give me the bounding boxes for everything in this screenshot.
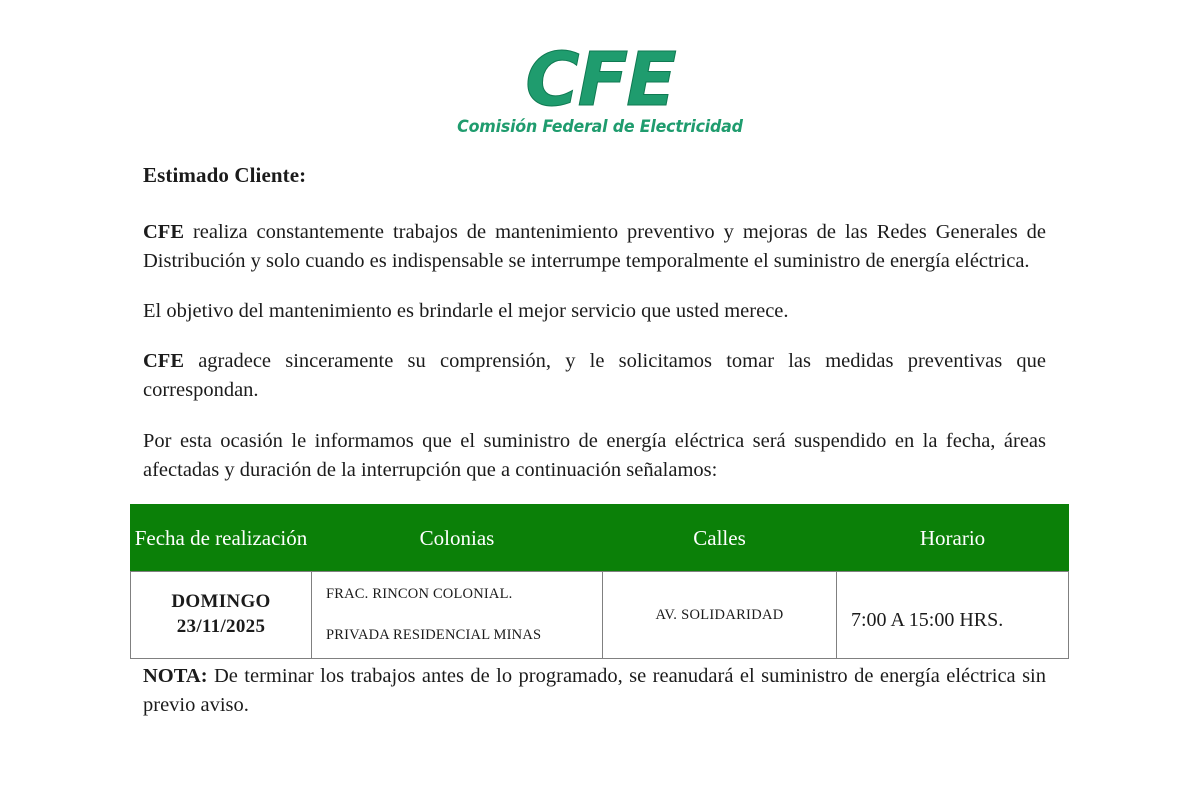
table-row [131, 572, 1069, 659]
table-body [131, 572, 1069, 659]
paragraph-thanks-text: agradece sinceramente su comprensión, y le solicitamos tomar las medidas preventivas que correspondan. [143, 350, 1046, 402]
paragraph-thanks-lead: CFE [143, 350, 184, 373]
column-header-fecha: Fecha de realización [131, 505, 312, 572]
paragraph-maintenance-lead: CFE [143, 221, 184, 243]
document-body [143, 163, 1046, 485]
paragraph-objective: El objetivo del mantenimiento es brindarle el mejor servicio que usted merece. [143, 300, 789, 323]
cfe-logo-wordmark: CFE [525, 37, 675, 123]
cell-fecha [131, 572, 312, 659]
paragraph-maintenance [143, 218, 1046, 276]
paragraph-maintenance-text: realiza constantemente trabajos de mantenimiento preventivo y mejoras de las Redes Generales de Distribución y solo cuando es indispensable se interrumpe temporalmente el suministro de energía eléctrica. [143, 221, 1046, 273]
cell-fecha-dia: DOMINGO [171, 591, 271, 613]
cell-horario: 7:00 A 15:00 HRS. [837, 572, 1069, 659]
colonia-item: FRAC. RINCON COLONIAL. [326, 585, 513, 602]
table-header [131, 505, 1069, 572]
cfe-logo-subtitle: Comisión Federal de Electricidad [457, 117, 743, 137]
note-text: De terminar los trabajos antes de lo programado, se reanudará el suministro de energía eléctrica sin previo aviso. [143, 665, 1046, 717]
column-header-colonias: Colonias [312, 505, 603, 572]
cfe-logo [0, 37, 1200, 137]
cell-fecha-numero: 23/11/2025 [176, 616, 266, 637]
table-header-row [131, 505, 1069, 572]
column-header-calles: Calles [603, 505, 837, 572]
note-lead: NOTA: [143, 665, 208, 687]
note-paragraph [143, 662, 1046, 720]
paragraph-thanks [143, 347, 1046, 405]
salutation: Estimado Cliente: [143, 163, 307, 187]
cell-calles: AV. SOLIDARIDAD [603, 572, 837, 659]
paragraph-announcement: Por esta ocasión le informamos que el suministro de energía eléctrica será suspendido en la fecha, áreas afectadas y duración de la interrupción que a continuación señalamos: [143, 429, 1046, 481]
outage-schedule-table [130, 504, 1069, 659]
colonia-item: PRIVADA RESIDENCIAL MINAS [326, 626, 542, 643]
column-header-horario: Horario [837, 505, 1069, 572]
cell-colonias [312, 572, 603, 659]
